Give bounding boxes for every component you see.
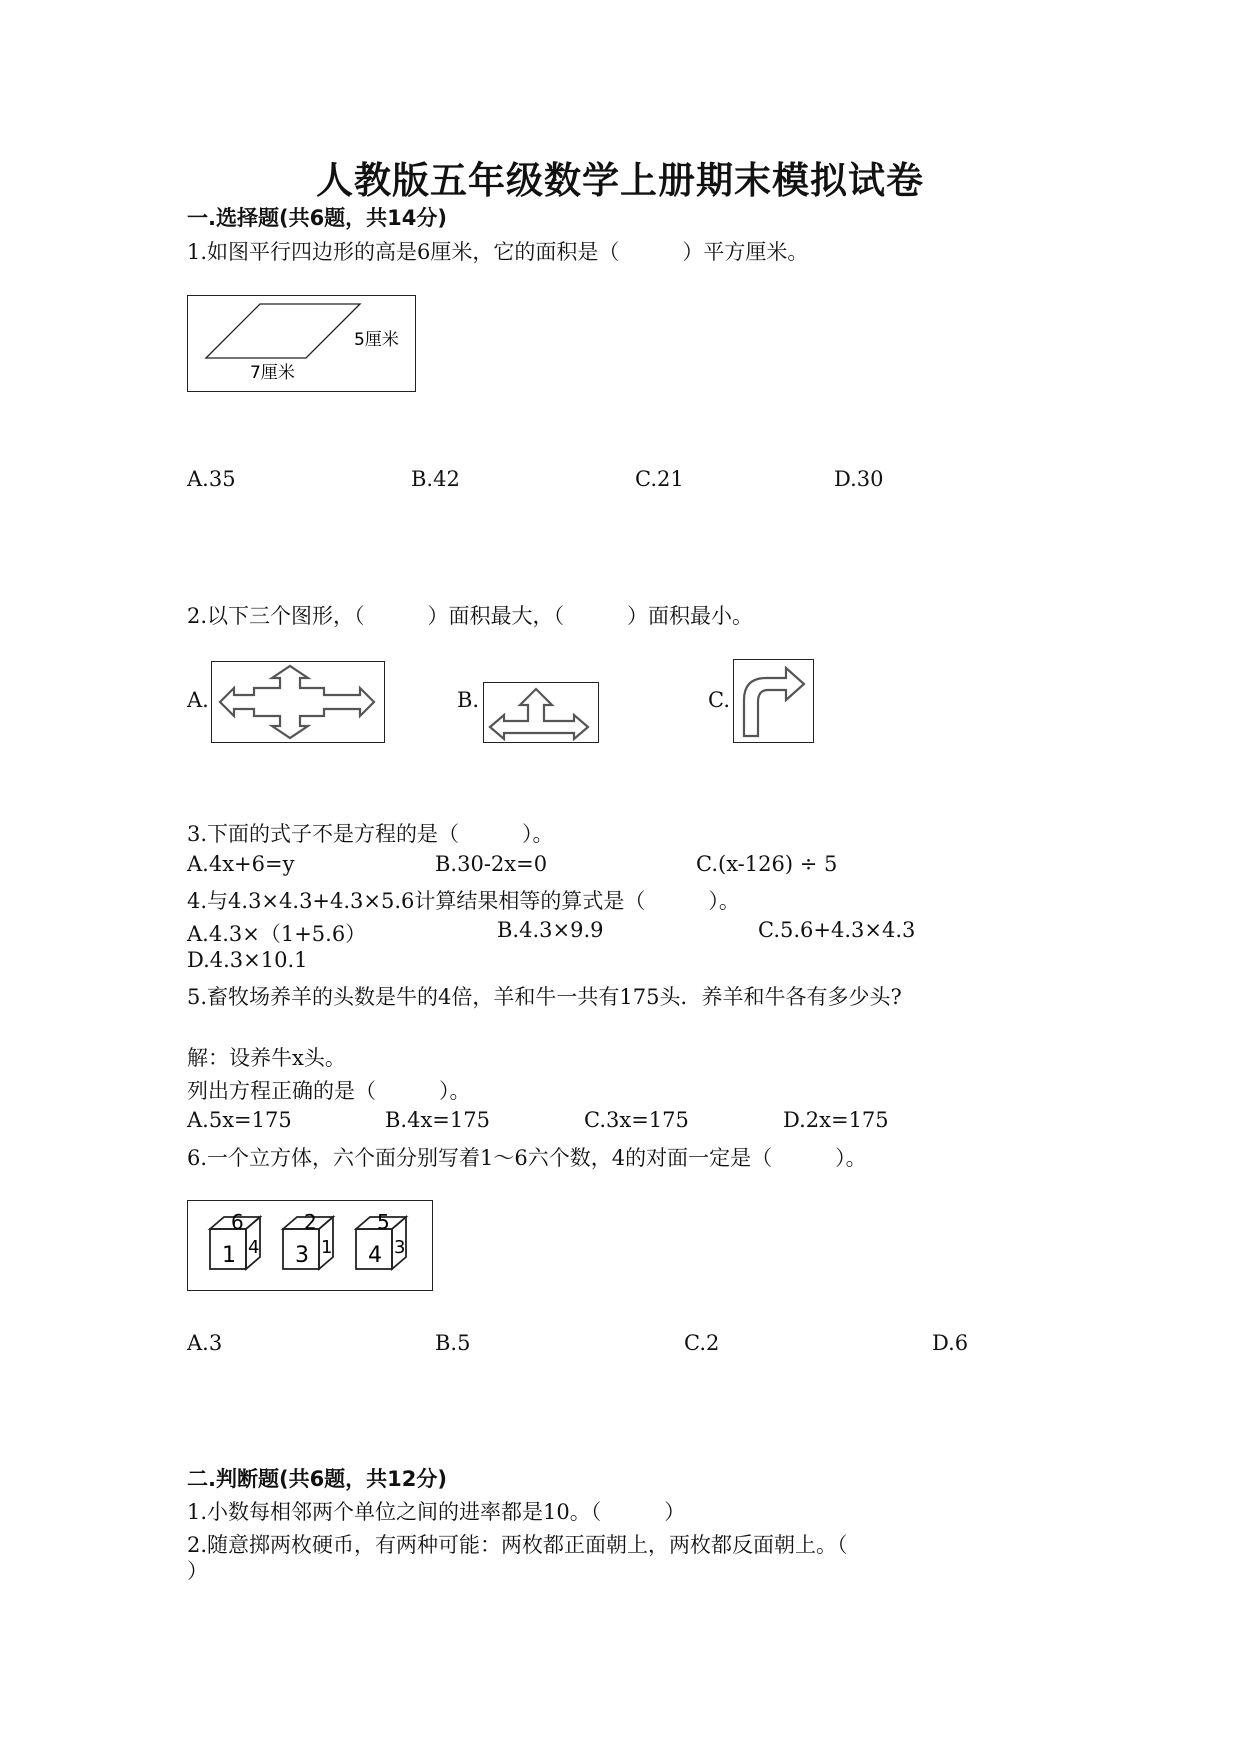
q5-option-c[interactable]: C.3x=175	[584, 1108, 689, 1132]
question-5-solution: 解：设养牛x头。	[187, 1046, 346, 1070]
q6-option-a[interactable]: A.3	[187, 1331, 223, 1355]
page-title: 人教版五年级数学上册期末模拟试卷	[316, 159, 924, 202]
q6-option-d[interactable]: D.6	[932, 1331, 969, 1355]
cubes-figure	[187, 1200, 433, 1291]
judgement-item-2-continued: ）	[187, 1559, 208, 1583]
q4-option-a[interactable]: A.4.3×（1+5.6）	[187, 922, 367, 946]
q5-option-b[interactable]: B.4x=175	[385, 1108, 490, 1132]
q3-option-b[interactable]: B.30-2x=0	[435, 852, 548, 876]
q5-option-d[interactable]: D.2x=175	[783, 1108, 889, 1132]
cube-1	[210, 1210, 260, 1269]
section-2-heading: 二.判断题(共6题，共12分)	[187, 1467, 448, 1491]
cube-3	[356, 1210, 406, 1269]
judgement-item-1: 1.小数每相邻两个单位之间的进率都是10。（ ）	[187, 1500, 686, 1524]
cube-2-front: 3	[295, 1243, 309, 1268]
cube-1-front: 1	[222, 1243, 236, 1268]
q1-option-c[interactable]: C.21	[635, 467, 684, 491]
cube-1-top: 6	[231, 1210, 244, 1234]
cube-1-side: 4	[248, 1237, 260, 1258]
cube-2-side: 1	[321, 1237, 333, 1258]
q2-label-b[interactable]: B.	[457, 688, 480, 712]
judgement-item-2: 2.随意掷两枚硬币，有两种可能：两枚都正面朝上，两枚都反面朝上。（	[187, 1533, 848, 1557]
q3-option-c[interactable]: C.(x-126) ÷ 5	[696, 852, 838, 876]
cube-3-top: 5	[377, 1210, 390, 1234]
question-6-text: 6.一个立方体，六个面分别写着1～6六个数，4的对面一定是（ ）。	[187, 1146, 867, 1170]
cube-3-side: 3	[394, 1237, 406, 1258]
q4-option-c[interactable]: C.5.6+4.3×4.3	[758, 918, 916, 942]
question-4-text: 4.与4.3×4.3+4.3×5.6计算结果相等的算式是（ ）。	[187, 889, 740, 913]
side-length-label: 5厘米	[354, 330, 399, 350]
q2-label-a[interactable]: A.	[187, 688, 209, 712]
question-3-text: 3.下面的式子不是方程的是（ ）。	[187, 822, 554, 846]
base-length-label: 7厘米	[250, 363, 295, 383]
q1-option-d[interactable]: D.30	[834, 467, 884, 491]
cross-arrow-figure	[211, 661, 385, 743]
t-arrow-figure	[483, 682, 599, 743]
q3-option-a[interactable]: A.4x+6=y	[187, 852, 295, 876]
turn-arrow-figure	[733, 659, 814, 743]
cube-3-front: 4	[368, 1243, 382, 1268]
question-5-text: 5.畜牧场养羊的头数是牛的4倍，羊和牛一共有175头．养羊和牛各有多少头?	[187, 985, 902, 1009]
q6-option-b[interactable]: B.5	[435, 1331, 471, 1355]
q2-label-c[interactable]: C.	[708, 688, 730, 712]
q4-option-d[interactable]: D.4.3×10.1	[187, 948, 308, 972]
question-2-text: 2.以下三个图形，（ ）面积最大，（ ）面积最小。	[187, 604, 754, 628]
parallelogram-figure	[187, 295, 416, 392]
question-1-text: 1.如图平行四边形的高是6厘米，它的面积是（ ）平方厘米。	[187, 240, 809, 264]
cube-2-top: 2	[304, 1210, 317, 1234]
q1-option-a[interactable]: A.35	[187, 467, 236, 491]
question-5-prompt: 列出方程正确的是（ ）。	[187, 1079, 471, 1103]
q6-option-c[interactable]: C.2	[684, 1331, 720, 1355]
cube-2	[283, 1210, 333, 1269]
q4-option-b[interactable]: B.4.3×9.9	[497, 918, 604, 942]
q5-option-a[interactable]: A.5x=175	[187, 1108, 292, 1132]
q1-option-b[interactable]: B.42	[411, 467, 460, 491]
section-1-heading: 一.选择题(共6题，共14分)	[187, 206, 448, 230]
